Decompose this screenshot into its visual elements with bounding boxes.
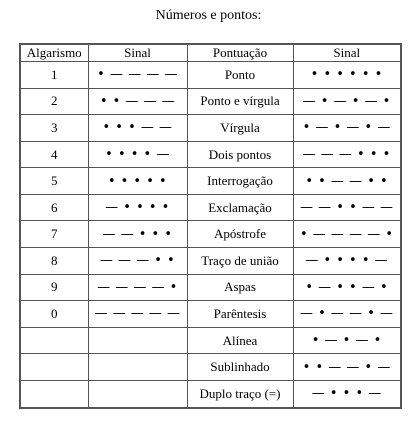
punctuation-code-cell: — — — • • • — [293, 141, 401, 168]
punctuation-cell: Duplo traço (=) — [187, 380, 293, 408]
table-row — [20, 327, 401, 354]
punctuation-code-cell: • — — — — • — [293, 221, 401, 248]
punctuation-cell: Ponto e vírgula — [187, 88, 293, 115]
digit-code-cell: • • • • — — [88, 141, 187, 168]
table-row — [20, 194, 401, 221]
table-row — [20, 141, 401, 168]
table-row — [20, 274, 401, 301]
table-row — [20, 115, 401, 142]
morse-table — [19, 43, 402, 409]
digit-code-cell: — — • • • — [88, 221, 187, 248]
table-row — [20, 168, 401, 195]
punctuation-code-cell: — — • • — — — [293, 194, 401, 221]
table-row — [20, 354, 401, 381]
table-row — [20, 62, 401, 89]
punctuation-code-cell: • — • — • — — [293, 115, 401, 142]
digit-code-cell: • • — — — — [88, 88, 187, 115]
punctuation-cell: Exclamação — [187, 194, 293, 221]
punctuation-cell: Interrogação — [187, 168, 293, 195]
digit-cell: 6 — [20, 194, 88, 221]
punctuation-code-cell: — • • • • — — [293, 248, 401, 275]
digit-code-cell — [88, 327, 187, 354]
page-title: Números e pontos: — [155, 8, 262, 23]
digit-cell: 8 — [20, 248, 88, 275]
punctuation-cell: Dois pontos — [187, 141, 293, 168]
punctuation-code-cell: • — • — • — [293, 327, 401, 354]
punctuation-code-cell: — • • • — — [293, 380, 401, 408]
digit-cell: 3 — [20, 115, 88, 142]
digit-cell: 5 — [20, 168, 88, 195]
table-row — [20, 221, 401, 248]
punctuation-code-cell: • • • • • • — [293, 62, 401, 89]
table-row — [20, 88, 401, 115]
digit-cell — [20, 354, 88, 381]
digit-cell — [20, 327, 88, 354]
punctuation-cell: Sublinhado — [187, 354, 293, 381]
header-sinal-digit: Sinal — [88, 44, 187, 62]
punctuation-cell: Alínea — [187, 327, 293, 354]
digit-cell: 1 — [20, 62, 88, 89]
digit-code-cell: — • • • • — [88, 194, 187, 221]
punctuation-cell: Aspas — [187, 274, 293, 301]
header-algarismo: Algarismo — [20, 44, 88, 62]
punctuation-cell: Vírgula — [187, 115, 293, 142]
punctuation-cell: Ponto — [187, 62, 293, 89]
digit-code-cell: • • • — — — [88, 115, 187, 142]
punctuation-code-cell: — • — • — • — [293, 88, 401, 115]
punctuation-cell: Traço de união — [187, 248, 293, 275]
digit-code-cell: — — — — • — [88, 274, 187, 301]
punctuation-cell: Apóstrofe — [187, 221, 293, 248]
punctuation-cell: Parêntesis — [187, 301, 293, 328]
table-row — [20, 301, 401, 328]
header-sinal-punct: Sinal — [293, 44, 401, 62]
digit-cell: 2 — [20, 88, 88, 115]
table-body — [20, 62, 401, 409]
punctuation-code-cell: — • — — • — — [293, 301, 401, 328]
digit-cell — [20, 380, 88, 408]
header-row — [20, 44, 401, 62]
digit-code-cell: • • • • • — [88, 168, 187, 195]
digit-cell: 0 — [20, 301, 88, 328]
digit-code-cell: — — — — — — [88, 301, 187, 328]
digit-code-cell — [88, 354, 187, 381]
digit-cell: 4 — [20, 141, 88, 168]
punctuation-code-cell: • • — — • — — [293, 354, 401, 381]
header-pontuacao: Pontuação — [187, 44, 293, 62]
digit-code-cell: — — — • • — [88, 248, 187, 275]
digit-code-cell — [88, 380, 187, 408]
punctuation-code-cell: • — • • — • — [293, 274, 401, 301]
table-row — [20, 248, 401, 275]
table-header — [20, 44, 401, 62]
punctuation-code-cell: • • — — • • — [293, 168, 401, 195]
digit-cell: 9 — [20, 274, 88, 301]
digit-code-cell: • — — — — — [88, 62, 187, 89]
digit-cell: 7 — [20, 221, 88, 248]
table-row — [20, 380, 401, 408]
